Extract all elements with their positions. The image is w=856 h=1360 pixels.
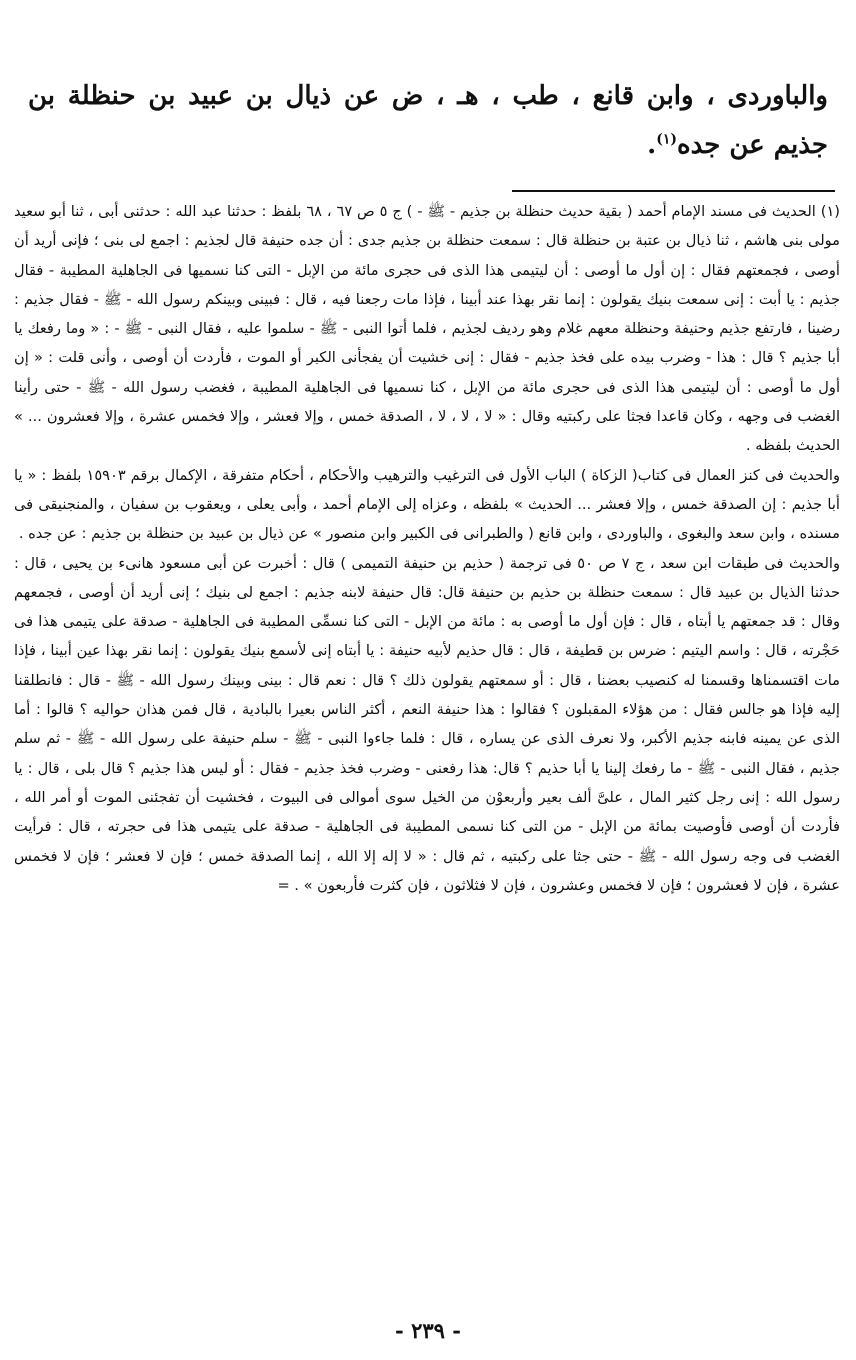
main-text <box>28 72 828 170</box>
footnote-paragraph-kanz-al-ummal: والحديث فى كنز العمال فى كتاب( الزكاة ) الباب الأول فى الترغيب والترهيب والأحكام ، أحكام متفرقة ، الإكمال برقم ١٥٩٠٣ بلفظ : « يا أبا جذيم : إن الصدقة خمس ، وإلا فعشر ... الحديث » بلفظه ، وعزاه إلى الإمام أحمد ، وأبى يعلى ، ويعقوب بن سفيان ، والمنجنيقى فى مسنده ، وابن سعد والبغوى ، والباوردى ، وابن قانع ( والطبرانى فى الكبير وابن منصور » عن ذيال بن عبيد بن حنظلة بن جذيم : عن جده . <box>14 466 840 543</box>
footnote-separator-line <box>512 190 835 192</box>
page-number: - ٢٣٩ - <box>395 1318 461 1343</box>
footnote-paragraph-musnad-ahmad: (١) الحديث فى مسند الإمام أحمد ( بقية حديث حنظلة بن جذيم - ﷺ - ) ج ٥ ص ٦٧ ، ٦٨ بلفظ : حدثنا عبد الله : حدثنى أبى ، ثنا أبو سعيد مولى بنى هاشم ، ثنا ذيال بن عتبة بن حنظلة قال : سمعت حنظلة بن جذيم جدى : أن جده حنيفة قال لجذيم : اجمع لى بنى ؛ فإنى أريد أن أوصى ، فجمعتهم فقال : إن أول ما أوصى : أن ليتيمى هذا الذى فى حجرى مائة من الإبل - التى كنا نسميها فى الجاهلية المطيبة - فقال جذيم : يا أبت : إنى سمعت بنيك يقولون : إنما نقر بهذا عند أبينا ، فإذا مات رجعنا فيه ، قال : فبينى وبينكم رسول الله - ﷺ - فقال جذيم : رضينا ، فارتفع جذيم وحنيفة وحنظلة معهم غلام وهو رديف لجذيم ، فلما أتوا النبى - ﷺ - سلموا عليه ، فقال النبى - ﷺ - : « وما رفعك يا أبا جذيم ؟ قال : هذا - وضرب بيده على فخذ جذيم - فقال : إنى خشيت أن يفجأنى الكبر أو الموت ، فأردت أن أوصى ، وأنى قلت : « إن أول ما أوصى : أن ليتيمى هذا الذى فى حجرى مائة من الإبل ، كنا نسميها فى الجاهلية المطيبة ، فغضب رسول الله - ﷺ - حتى رأينا الغضب فى وجهه ، وكان قاعدا فجثا على ركبتيه وقال : « لا ، لا ، لا ، الصدقة خمس ، وإلا فعشر ، وإلا فخمس عشرة ، وإلا فعشرون ... » الحديث بلفظه . <box>14 203 840 455</box>
main-text-body: والباوردى ، وابن قانع ، طب ، هـ ، ض عن ذيال بن عبيد بن حنظلة بن جذيم عن جده <box>28 81 828 160</box>
main-text-end: . <box>647 130 657 160</box>
footnote-paragraph-tabaqat-ibn-saad: والحديث فى طبقات ابن سعد ، ج ٧ ص ٥٠ فى ترجمة ( حذيم بن حنيفة التميمى ) قال : أخبرت عن أبى مسعود هانىء بن يحيى ، قال : حدثنا الذيال بن عبيد قال : سمعت حنظلة بن حذيم بن حنيفة قال: قال حنيفة لابنه جذيم : اجمع لى بنيك ؛ إنى أريد أن أوصى ، فجمعهم وقال : قد جمعتهم يا أبتاه ، قال : فإن أول ما أوصى به : مائة من الإبل - التى كنا نسمِّى المطيبة فى الجاهلية - صدقة على يتيمى هذا فى حَجْرته ، قال : واسم اليتيم : ضرس بن قطيفة ، قال : قال حذيم لأبيه حنيفة : يا أبتاه إنى لأسمع بنيك يقولون : إنما نقر بهذا عين أبينا ، فإذا مات اقتسمناها وقسمنا له كنصيب بعضنا ، قال : أو سمعتهم يقولون ذلك ؟ قال : نعم قال : بينى وبينك رسول الله - ﷺ - قال : فانطلقنا إليه فإذا هو جالس فقال : من هؤلاء المقبلون ؟ فقالوا : هذا حنيفة النعم ، أكثر الناس بعيرا بالبادية ، قال فمن هذان حواليه ؟ قالوا : أما الذى عن يمينه فابنه جذيم الأكبر، ولا نعرف الذى عن يساره ، قال : فلما جاءوا النبى - ﷺ - سلم حنيفة على رسول الله - ﷺ - ثم سلم جذيم ، فقال النبى - ﷺ - ما رفعك إلينا يا أبا حذيم ؟ قال: هذا رفعنى - وضرب فخذ جذيم - فقال : أو ليس هذا جذيم ؟ قال بلى ، قال : يا رسول الله : إنى رجل كثير المال ، علىَّ ألف بعير وأربعوْن من الخيل سوى أموالى فى البيوت ، فخشيت أن تفجئنى الموت أو أمر الله ، فأردت أن أوصى فأوصيت بمائة من الإبل - من التى كنا نسمى المطيبة فى الجاهلية - صدقة على يتيمى هذا فى حجرته ، قال : فرأيت الغضب فى وجه رسول الله - ﷺ - حتى جثا على ركبتيه ، ثم قال : « لا إله إلا الله ، إنما الصدقة خمس ؛ فإن لا فعشر ؛ فإن لا فخمس عشرة ، فإن لا فعشرون ؛ فإن لا فخمس وعشرون ، فإن لا فثلاثون ، فإن كثرت فأربعون » . = <box>14 554 841 894</box>
footnote-reference: (١) <box>656 131 677 148</box>
footnotes-section <box>14 197 840 900</box>
